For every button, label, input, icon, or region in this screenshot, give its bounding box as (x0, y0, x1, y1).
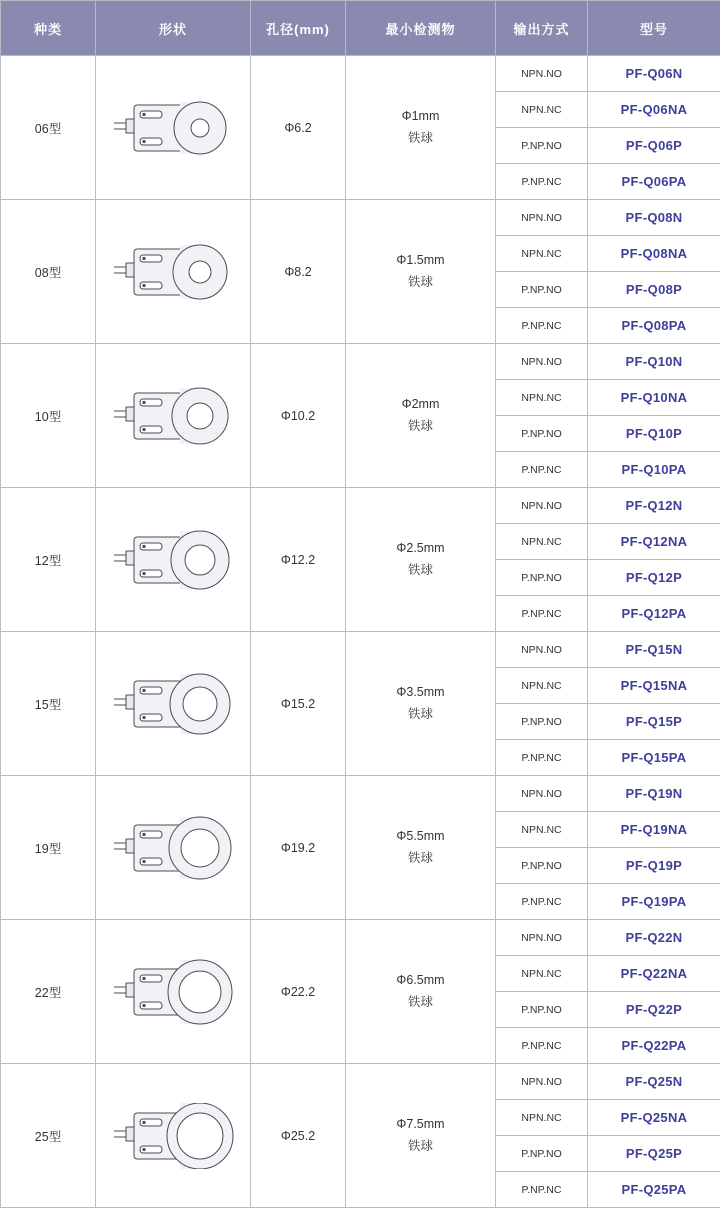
cell-output-type: P.NP.NO (496, 560, 588, 596)
cell-output-type: NPN.NC (496, 812, 588, 848)
min-object-size: Φ3.5mm (346, 682, 495, 703)
cell-output-type: P.NP.NO (496, 992, 588, 1028)
cell-output-type: NPN.NC (496, 1100, 588, 1136)
header-output: 输出方式 (496, 1, 588, 56)
ring-sensor-icon (96, 56, 251, 200)
table-row (1, 488, 720, 524)
cell-min-object (346, 632, 496, 776)
ring-sensor-icon (96, 920, 251, 1064)
cell-output-type: P.NP.NO (496, 272, 588, 308)
cell-model-number[interactable]: PF-Q15N (588, 632, 720, 668)
cell-model-number[interactable]: PF-Q12N (588, 488, 720, 524)
ring-sensor-icon (96, 488, 251, 632)
cell-model-number[interactable]: PF-Q15NA (588, 668, 720, 704)
cell-model-number[interactable]: PF-Q12NA (588, 524, 720, 560)
table-row (1, 1064, 720, 1100)
cell-output-type: NPN.NC (496, 236, 588, 272)
cell-model-number[interactable]: PF-Q25P (588, 1136, 720, 1172)
cell-type: 15型 (1, 632, 96, 776)
cell-output-type: P.NP.NC (496, 164, 588, 200)
cell-output-type: NPN.NC (496, 380, 588, 416)
cell-type: 22型 (1, 920, 96, 1064)
cell-output-type: P.NP.NO (496, 416, 588, 452)
cell-model-number[interactable]: PF-Q19PA (588, 884, 720, 920)
table-row (1, 776, 720, 812)
cell-model-number[interactable]: PF-Q15P (588, 704, 720, 740)
min-object-size: Φ5.5mm (346, 826, 495, 847)
cell-output-type: NPN.NO (496, 488, 588, 524)
cell-model-number[interactable]: PF-Q06P (588, 128, 720, 164)
table-row (1, 632, 720, 668)
cell-min-object (346, 56, 496, 200)
min-object-size: Φ2.5mm (346, 538, 495, 559)
cell-output-type: P.NP.NC (496, 308, 588, 344)
cell-model-number[interactable]: PF-Q06PA (588, 164, 720, 200)
cell-output-type: P.NP.NC (496, 740, 588, 776)
cell-model-number[interactable]: PF-Q25PA (588, 1172, 720, 1208)
cell-hole-diameter: Φ19.2 (251, 776, 346, 920)
cell-output-type: NPN.NC (496, 92, 588, 128)
header-shape: 形状 (96, 1, 251, 56)
min-object-size: Φ1mm (346, 106, 495, 127)
min-object-material: 铁球 (346, 560, 495, 581)
cell-output-type: NPN.NC (496, 524, 588, 560)
header-model: 型号 (588, 1, 720, 56)
cell-model-number[interactable]: PF-Q12PA (588, 596, 720, 632)
ring-sensor-icon (96, 632, 251, 776)
min-object-size: Φ7.5mm (346, 1114, 495, 1135)
cell-model-number[interactable]: PF-Q22N (588, 920, 720, 956)
cell-output-type: P.NP.NC (496, 596, 588, 632)
cell-output-type: NPN.NO (496, 344, 588, 380)
table-row (1, 200, 720, 236)
cell-output-type: P.NP.NC (496, 1172, 588, 1208)
cell-model-number[interactable]: PF-Q19P (588, 848, 720, 884)
min-object-size: Φ6.5mm (346, 970, 495, 991)
table-row (1, 344, 720, 380)
cell-model-number[interactable]: PF-Q10PA (588, 452, 720, 488)
cell-model-number[interactable]: PF-Q19N (588, 776, 720, 812)
cell-model-number[interactable]: PF-Q19NA (588, 812, 720, 848)
cell-output-type: P.NP.NO (496, 128, 588, 164)
cell-model-number[interactable]: PF-Q10NA (588, 380, 720, 416)
table-header-row (1, 1, 720, 56)
cell-min-object (346, 776, 496, 920)
min-object-material: 铁球 (346, 272, 495, 293)
cell-output-type: NPN.NO (496, 1064, 588, 1100)
cell-hole-diameter: Φ12.2 (251, 488, 346, 632)
cell-output-type: NPN.NC (496, 668, 588, 704)
cell-output-type: P.NP.NO (496, 704, 588, 740)
ring-sensor-icon (96, 776, 251, 920)
cell-type: 12型 (1, 488, 96, 632)
min-object-material: 铁球 (346, 416, 495, 437)
min-object-material: 铁球 (346, 704, 495, 725)
cell-min-object (346, 1064, 496, 1208)
cell-output-type: P.NP.NO (496, 1136, 588, 1172)
cell-model-number[interactable]: PF-Q22NA (588, 956, 720, 992)
table-row (1, 56, 720, 92)
table-row (1, 920, 720, 956)
ring-sensor-icon (96, 344, 251, 488)
cell-model-number[interactable]: PF-Q08N (588, 200, 720, 236)
cell-output-type: P.NP.NC (496, 1028, 588, 1064)
header-hole: 孔径(mm) (251, 1, 346, 56)
cell-output-type: P.NP.NC (496, 884, 588, 920)
cell-model-number[interactable]: PF-Q06N (588, 56, 720, 92)
cell-output-type: NPN.NC (496, 956, 588, 992)
min-object-material: 铁球 (346, 1136, 495, 1157)
cell-model-number[interactable]: PF-Q25N (588, 1064, 720, 1100)
cell-model-number[interactable]: PF-Q12P (588, 560, 720, 596)
cell-model-number[interactable]: PF-Q10N (588, 344, 720, 380)
min-object-material: 铁球 (346, 848, 495, 869)
min-object-size: Φ1.5mm (346, 250, 495, 271)
table-body (1, 56, 720, 1208)
cell-output-type: NPN.NO (496, 776, 588, 812)
cell-type: 10型 (1, 344, 96, 488)
cell-output-type: NPN.NO (496, 56, 588, 92)
cell-output-type: NPN.NO (496, 200, 588, 236)
cell-model-number[interactable]: PF-Q08P (588, 272, 720, 308)
min-object-material: 铁球 (346, 128, 495, 149)
cell-type: 08型 (1, 200, 96, 344)
cell-hole-diameter: Φ22.2 (251, 920, 346, 1064)
cell-model-number[interactable]: PF-Q08PA (588, 308, 720, 344)
min-object-material: 铁球 (346, 992, 495, 1013)
cell-output-type: P.NP.NO (496, 848, 588, 884)
cell-model-number[interactable]: PF-Q25NA (588, 1100, 720, 1136)
cell-min-object (346, 488, 496, 632)
header-type: 种类 (1, 1, 96, 56)
cell-min-object (346, 920, 496, 1064)
cell-hole-diameter: Φ6.2 (251, 56, 346, 200)
min-object-size: Φ2mm (346, 394, 495, 415)
cell-model-number[interactable]: PF-Q10P (588, 416, 720, 452)
cell-type: 25型 (1, 1064, 96, 1208)
cell-model-number[interactable]: PF-Q15PA (588, 740, 720, 776)
cell-min-object (346, 344, 496, 488)
cell-model-number[interactable]: PF-Q08NA (588, 236, 720, 272)
cell-model-number[interactable]: PF-Q22P (588, 992, 720, 1028)
cell-output-type: P.NP.NC (496, 452, 588, 488)
cell-model-number[interactable]: PF-Q06NA (588, 92, 720, 128)
ring-sensor-icon (96, 1064, 251, 1208)
cell-output-type: NPN.NO (496, 632, 588, 668)
cell-hole-diameter: Φ8.2 (251, 200, 346, 344)
cell-type: 19型 (1, 776, 96, 920)
cell-min-object (346, 200, 496, 344)
cell-type: 06型 (1, 56, 96, 200)
cell-hole-diameter: Φ25.2 (251, 1064, 346, 1208)
cell-model-number[interactable]: PF-Q22PA (588, 1028, 720, 1064)
header-min-object: 最小检测物 (346, 1, 496, 56)
ring-sensor-icon (96, 200, 251, 344)
cell-hole-diameter: Φ15.2 (251, 632, 346, 776)
cell-output-type: NPN.NO (496, 920, 588, 956)
cell-hole-diameter: Φ10.2 (251, 344, 346, 488)
